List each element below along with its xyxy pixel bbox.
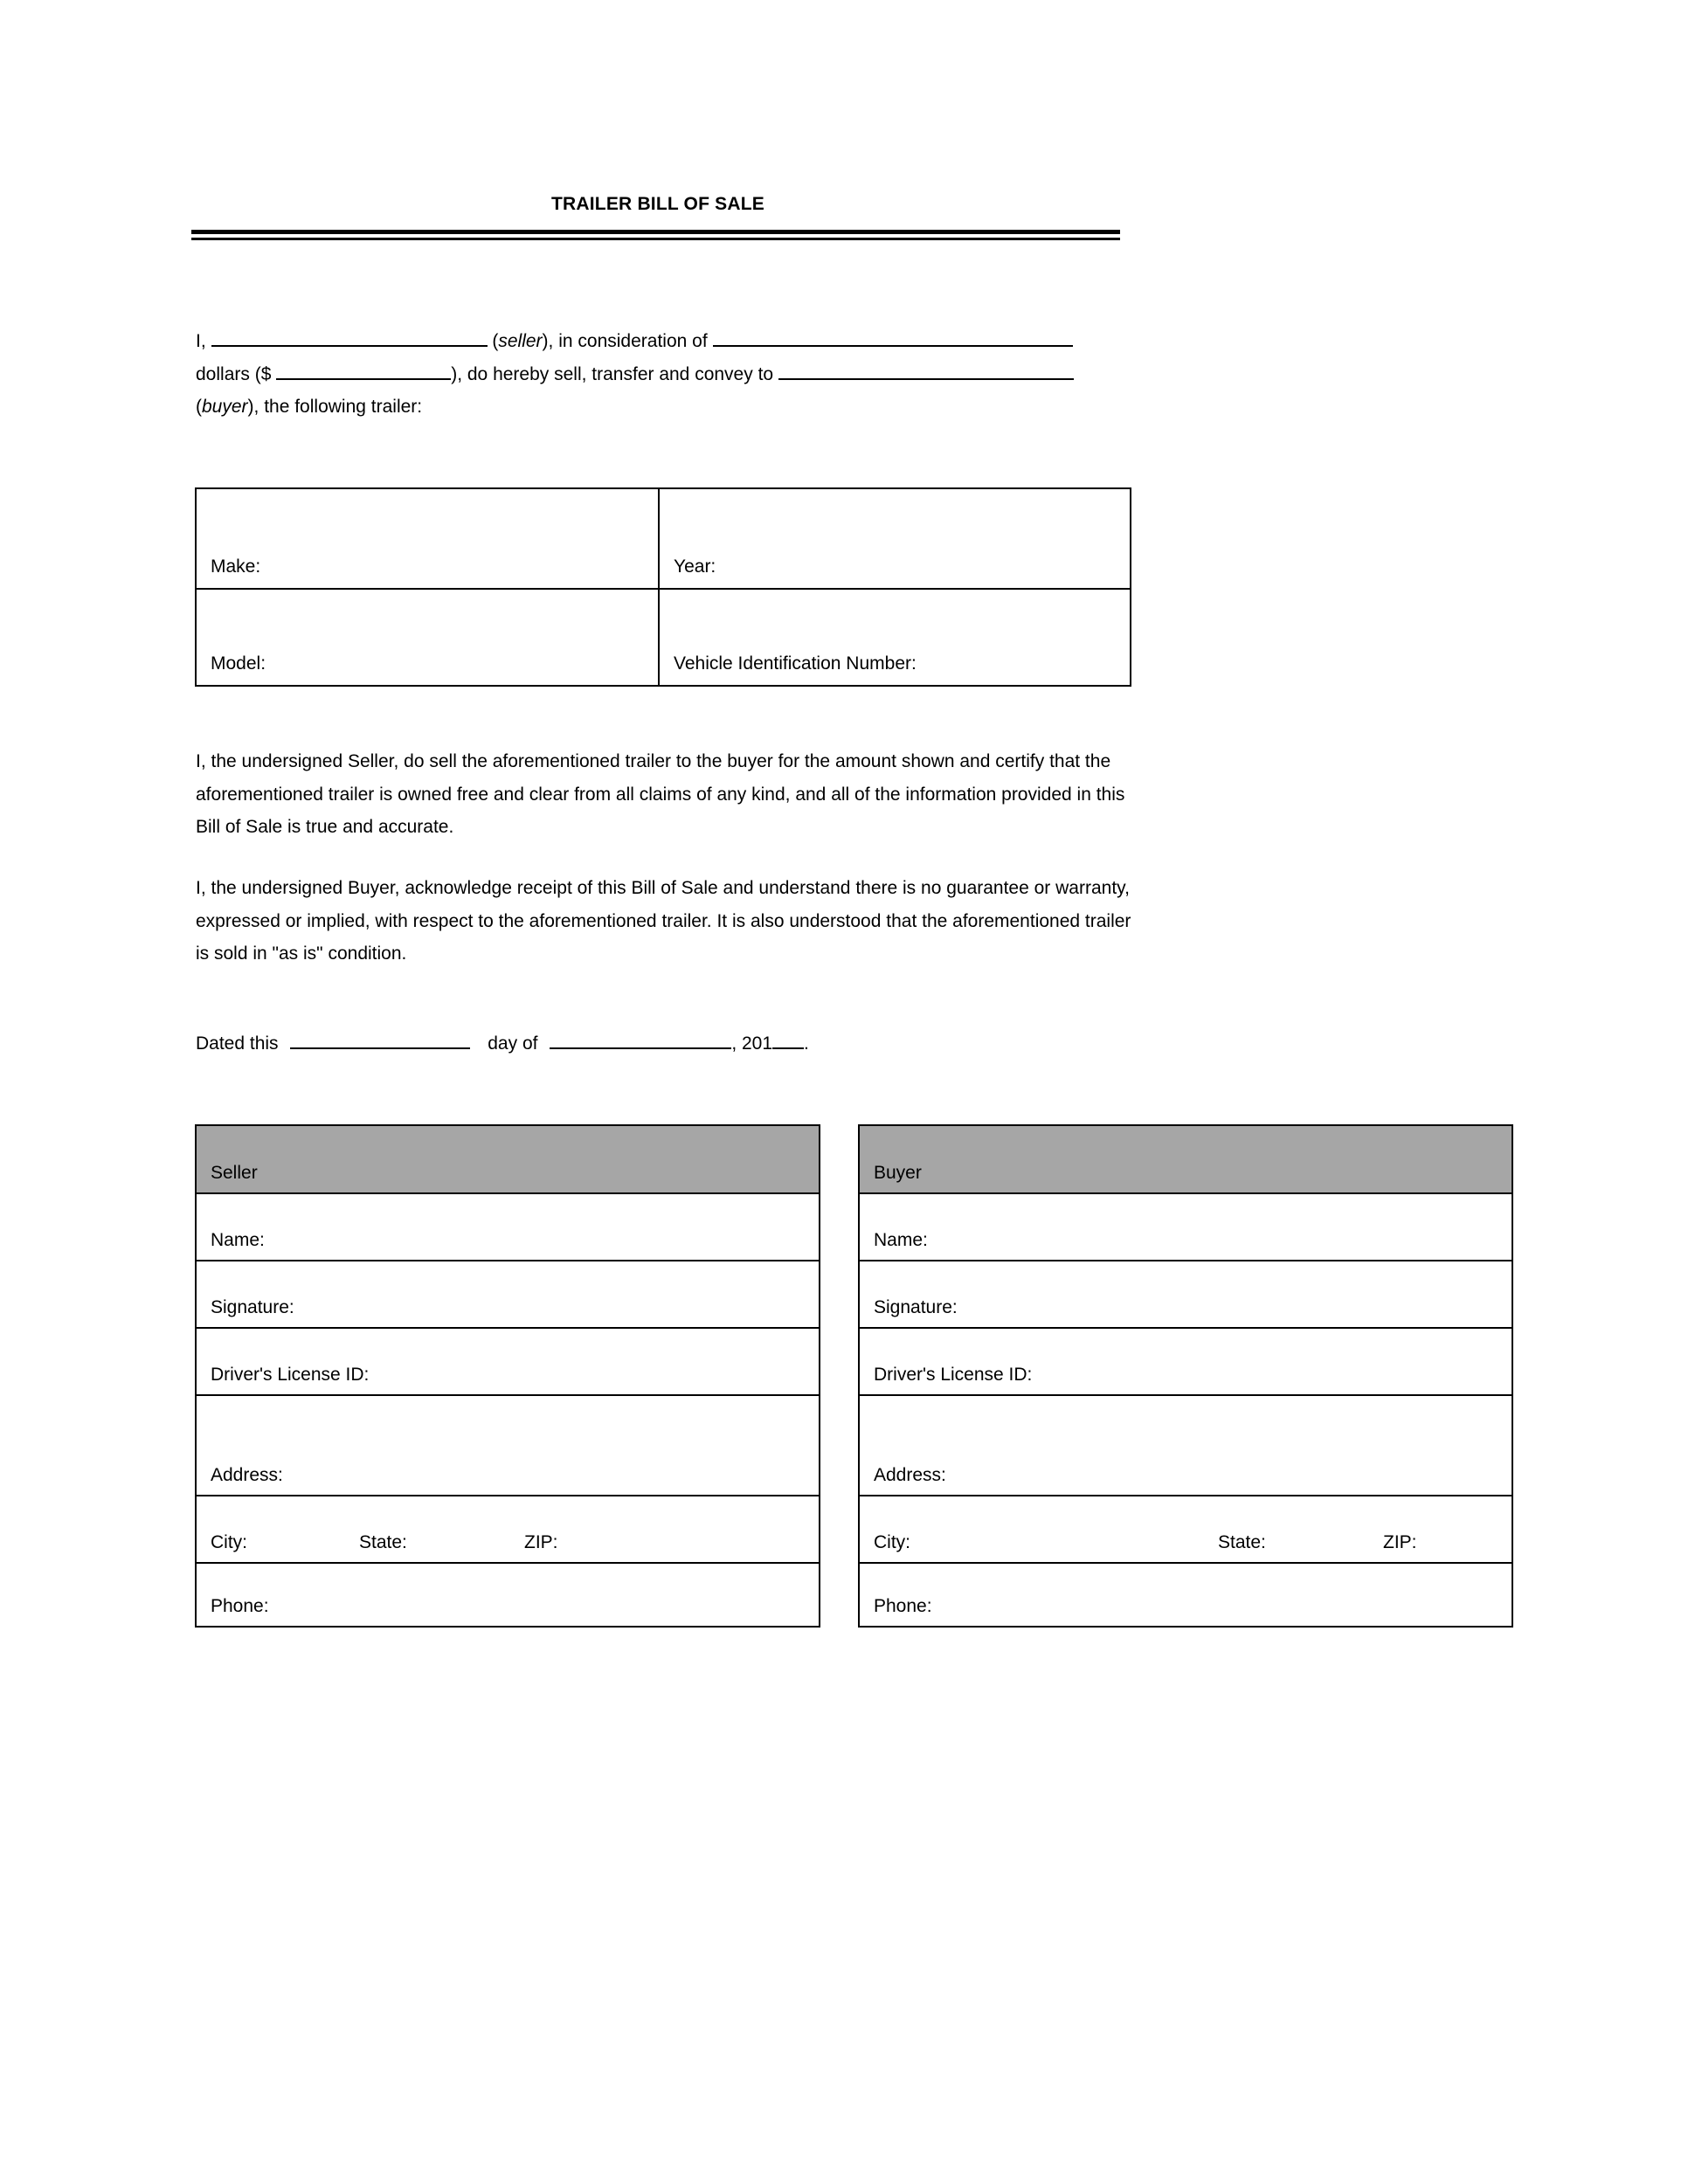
intro-paragraph (196, 325, 1122, 424)
dated-text: , 201 (731, 1033, 773, 1054)
vin-field[interactable] (660, 590, 1130, 685)
day-blank[interactable] (290, 1028, 470, 1049)
seller-name-label: Name: (211, 1230, 265, 1250)
seller-box (195, 1124, 820, 1628)
buyer-city-label: City: (874, 1532, 910, 1552)
buyer-zip-label: ZIP: (1383, 1532, 1417, 1552)
buyer-signature-label: Signature: (874, 1297, 958, 1317)
amount-words-blank[interactable] (713, 326, 1073, 347)
dated-line (196, 1028, 809, 1054)
buyer-name-field[interactable] (860, 1194, 1512, 1261)
intro-text: I, (196, 331, 206, 351)
title-rule-thin (191, 238, 1120, 240)
buyer-address-label: Address: (874, 1465, 946, 1485)
seller-name-field[interactable] (197, 1194, 819, 1261)
buyer-header (860, 1126, 1512, 1194)
buyer-header-label: Buyer (874, 1163, 922, 1183)
buyer-address-field[interactable] (860, 1396, 1512, 1496)
seller-header (197, 1126, 819, 1194)
seller-statement: I, the undersigned Seller, do sell the aforementioned trailer to the buyer for the amount shown and certify that the aforementioned trailer is owned free and clear from all claims of any kind, and all of the information provided in this Bill of Sale is true and accurate. (196, 751, 1125, 837)
year-blank[interactable] (772, 1028, 804, 1049)
seller-address-label: Address: (211, 1465, 283, 1485)
buyer-name-blank[interactable] (778, 359, 1074, 380)
buyer-name-label: Name: (874, 1230, 928, 1250)
intro-line-3 (196, 390, 1122, 424)
seller-signature-field[interactable] (197, 1261, 819, 1329)
seller-signature-label: Signature: (211, 1297, 294, 1317)
year-label: Year: (674, 556, 716, 577)
model-label: Model: (211, 653, 266, 674)
buyer-state-label: State: (1218, 1532, 1266, 1552)
seller-phone-label: Phone: (211, 1596, 269, 1616)
seller-state-label: State: (359, 1532, 407, 1552)
intro-text: ), in consideration of (542, 331, 708, 351)
seller-header-label: Seller (211, 1163, 258, 1183)
seller-term: seller (498, 331, 543, 351)
buyer-phone-label: Phone: (874, 1596, 932, 1616)
intro-text: ( (196, 397, 202, 417)
year-field[interactable] (660, 489, 1130, 588)
buyer-license-field[interactable] (860, 1329, 1512, 1396)
dated-text: day of (488, 1033, 538, 1054)
seller-address-field[interactable] (197, 1396, 819, 1496)
buyer-box (858, 1124, 1513, 1628)
buyer-city-state-zip-field[interactable] (860, 1496, 1512, 1564)
dated-text: Dated this (196, 1033, 279, 1054)
make-field[interactable] (197, 489, 658, 588)
title-rule-thick (191, 230, 1120, 234)
seller-name-blank[interactable] (211, 326, 488, 347)
intro-text: dollars ($ (196, 363, 272, 384)
document-title: TRAILER BILL OF SALE (551, 194, 764, 214)
buyer-statement: I, the undersigned Buyer, acknowledge receipt of this Bill of Sale and understand there is no guarantee or warranty, expressed or implied, with respect to the aforementioned trailer. It is also understood that the aforementioned trailer is sold in "as is" condition. (196, 878, 1131, 964)
seller-license-label: Driver's License ID: (211, 1365, 370, 1385)
vin-label: Vehicle Identification Number: (674, 653, 917, 674)
dated-text: . (804, 1033, 809, 1054)
model-field[interactable] (197, 590, 658, 685)
buyer-phone-field[interactable] (860, 1564, 1512, 1626)
month-blank[interactable] (550, 1028, 731, 1049)
seller-city-label: City: (211, 1532, 247, 1552)
vehicle-table (195, 487, 1131, 687)
buyer-license-label: Driver's License ID: (874, 1365, 1033, 1385)
buyer-term: buyer (202, 397, 248, 417)
intro-text: ), the following trailer: (247, 397, 423, 417)
buyer-signature-field[interactable] (860, 1261, 1512, 1329)
intro-text: ), do hereby sell, transfer and convey to (451, 363, 774, 384)
seller-license-field[interactable] (197, 1329, 819, 1396)
seller-phone-field[interactable] (197, 1564, 819, 1626)
make-label: Make: (211, 556, 261, 577)
amount-dollars-blank[interactable] (276, 359, 451, 380)
intro-line-2 (196, 358, 1122, 391)
seller-city-state-zip-field[interactable] (197, 1496, 819, 1564)
intro-line-1 (196, 325, 1122, 358)
seller-zip-label: ZIP: (524, 1532, 558, 1552)
intro-text: ( (492, 331, 499, 351)
